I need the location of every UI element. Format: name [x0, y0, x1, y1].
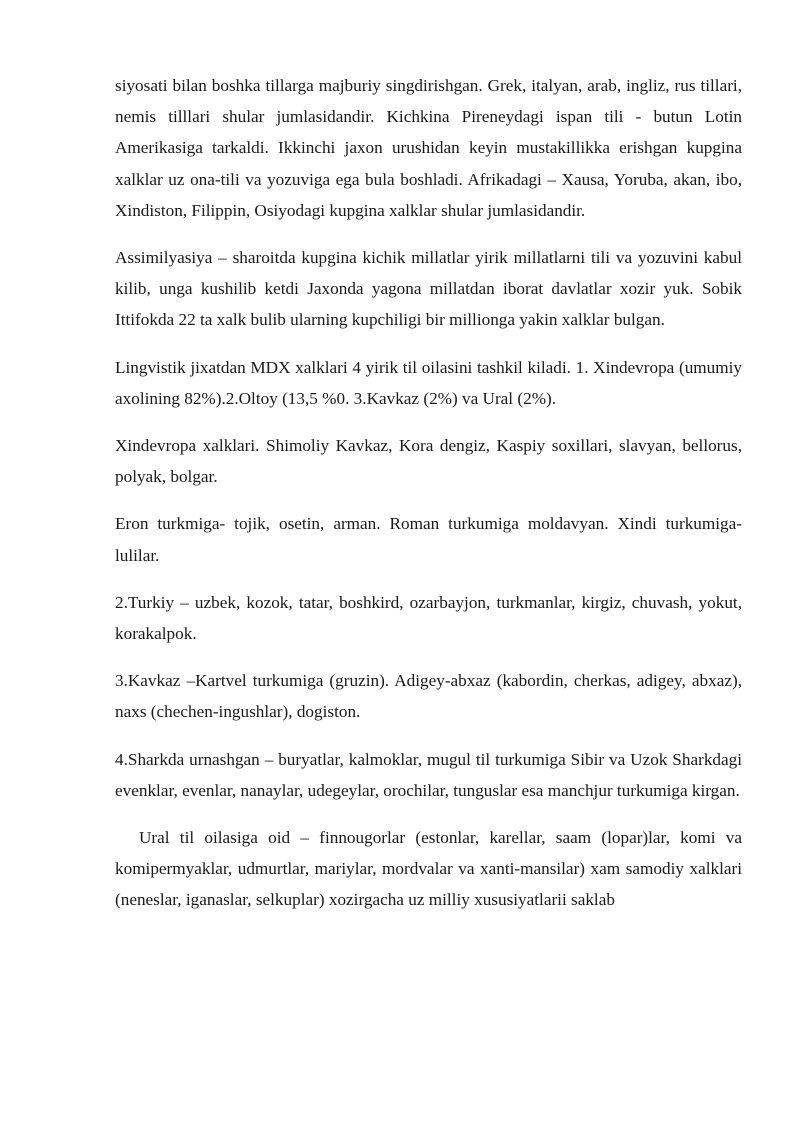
- paragraph-caucasian: 3.Kavkaz –Kartvel turkumiga (gruzin). Adigey-abxaz (kabordin, cherkas, adigey, abxaz), naxs (chechen-ingushlar), dogiston.: [115, 671, 742, 722]
- paragraph-iranian-romance: Eron turkmiga- tojik, osetin, arman. Roman turkumiga moldavyan. Xindi turkumiga-lulilar.: [115, 514, 742, 565]
- paragraph-uralic: Ural til oilasiga oid – finnougorlar (estonlar, karellar, saam (lopar)lar, komi va komipermyaklar, udmurtlar, mariylar, mordvalar va xanti-mansilar) xam samodiy xalklari (neneslar, iganaslar, selkuplar) xozirgacha uz milliy xususiyatlarii saklab: [115, 828, 742, 910]
- paragraph-assimilation: Assimilyasiya – sharoitda kupgina kichik millatlar yirik millatlarni tili va yozuvini kabul kilib, unga kushilib ketdi Jaxonda yagona millatdan iborat davlatlar xozir yuk. Sobik Ittifokda 22 ta xalk bulib ularning kupchiligi bir millionga yakin xalklar bulgan.: [115, 248, 742, 330]
- paragraph-eastern: 4.Sharkda urnashgan – buryatlar, kalmoklar, mugul til turkumiga Sibir va Uzok Sharkdagi evenklar, evenlar, nanaylar, udegeylar, orochilar, tunguslar esa manchjur turkumiga kirgan.: [115, 749, 742, 800]
- paragraph-turkic: 2.Turkiy – uzbek, kozok, tatar, boshkird, ozarbayjon, turkmanlar, kirgiz, chuvash, yokut, korakalpok.: [115, 592, 742, 644]
- paragraph-language-families: Lingvistik jixatdan MDX xalklari 4 yirik til oilasini tashkil kiladi. 1. Xindevropa (umumiy axolining 82%).2.Oltoy (13,5 %0. 3.Kavkaz (2%) va Ural (2%).: [115, 357, 742, 408]
- document-page: [115, 70, 742, 932]
- paragraph-language-spread: siyosati bilan boshka tillarga majburiy singdirishgan. Grek, italyan, arab, ingliz, rus tillari, nemis tilllari shular jumlasidandir. Kichkina Pireneydagi ispan tili - butun Lotin Amerikasiga tarkaldi. Ikkinchi jaxon urushidan keyin mustakillikka erishgan kupgina xalklar uz ona-tili va yozuviga ega bula boshladi. Afrikadagi – Xausa, Yoruba, akan, ibo, Xindiston, Filippin, Osiyodagi kupgina xalklar shular jumlasidandir.: [115, 76, 742, 220]
- paragraph-indo-european: Xindevropa xalklari. Shimoliy Kavkaz, Kora dengiz, Kaspiy soxillari, slavyan, bellorus, polyak, bolgar.: [115, 436, 742, 487]
